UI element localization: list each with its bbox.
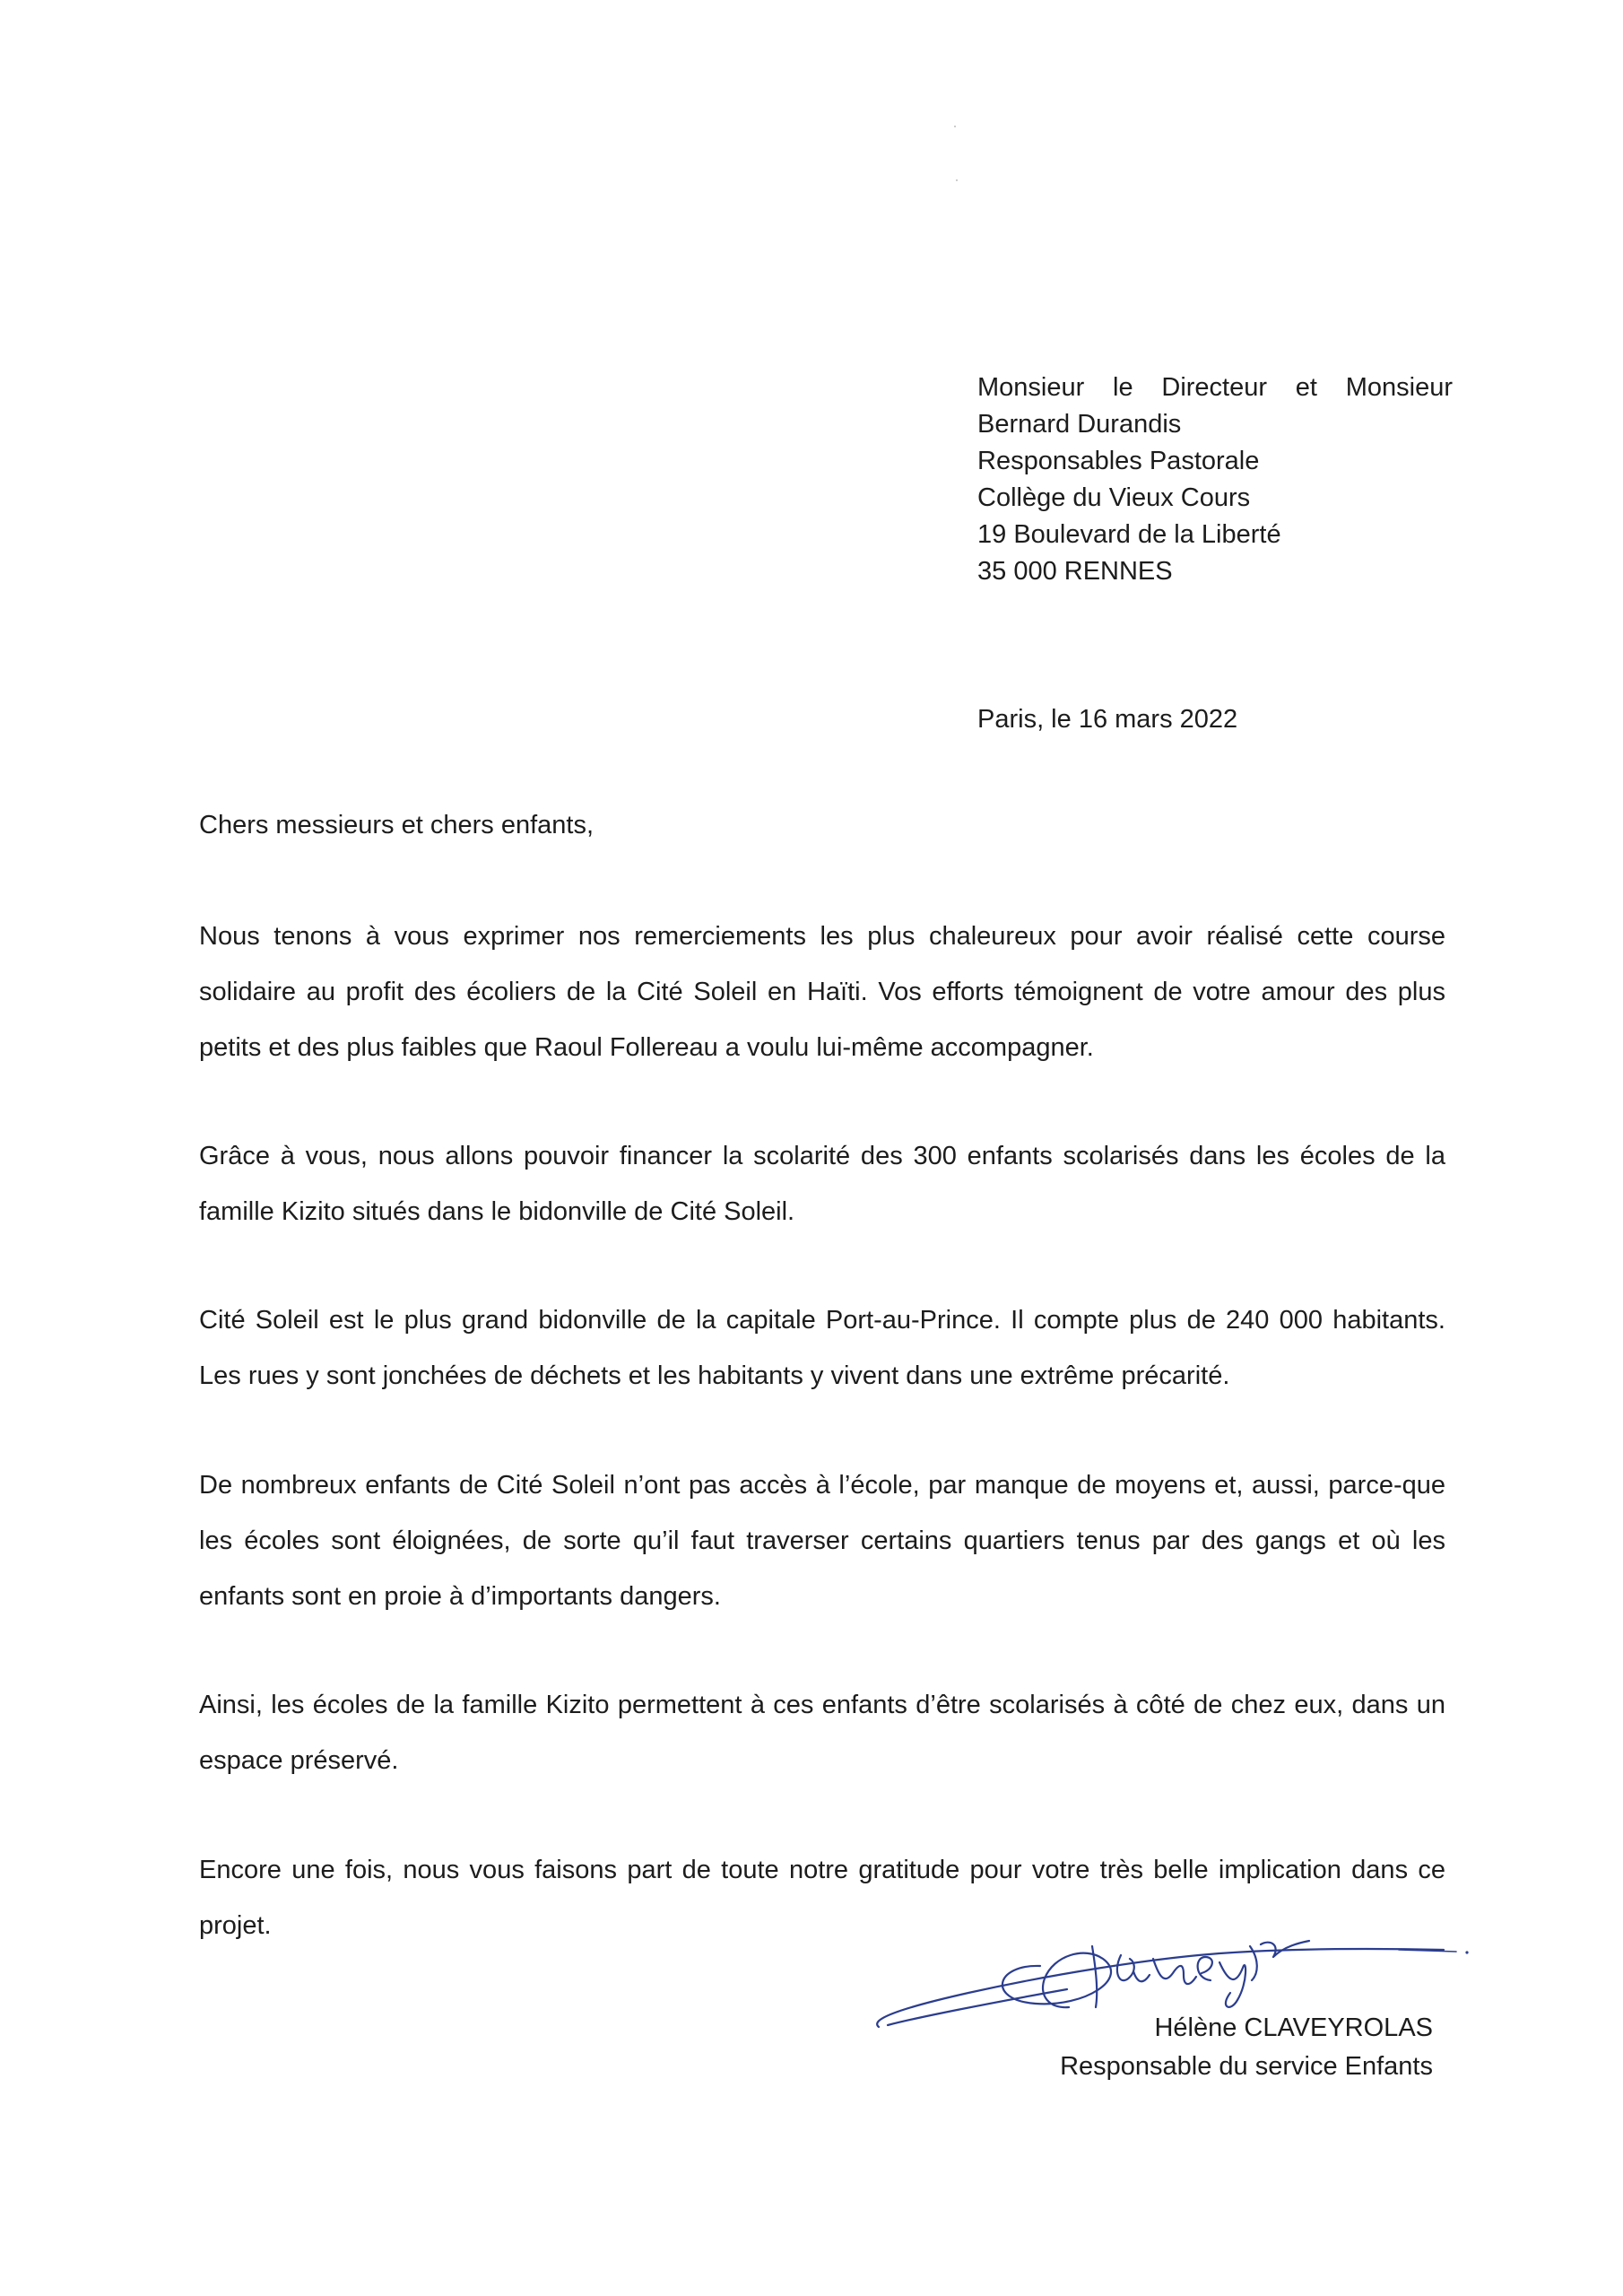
recipient-line: 19 Boulevard de la Liberté: [977, 520, 1281, 549]
recipient-address: [977, 370, 1453, 590]
signer-role: Responsable du service Enfants: [1060, 2052, 1433, 2081]
recipient-line: Bernard Durandis: [977, 410, 1182, 439]
letter-date: Paris, le 16 mars 2022: [977, 705, 1238, 734]
body-paragraph: De nombreux enfants de Cité Soleil n’ont pas accès à l’école, par manque de moyens et, aussi, parce-que les écoles sont éloignées, de sorte qu’il faut traverser certains quartiers tenus par des gangs et où les enfants sont en proie à d’importants dangers.: [199, 1471, 1445, 1611]
body-paragraph: Cité Soleil est le plus grand bidonville de la capitale Port-au-Prince. Il compte plus de 240 000 habitants. Les rues y sont jonchées de déchets et les habitants y vivent dans une extrême précarité.: [199, 1306, 1445, 1390]
recipient-line: 35 000 RENNES: [977, 557, 1173, 586]
recipient-line: Collège du Vieux Cours: [977, 483, 1251, 512]
signer-block: [1060, 2009, 1433, 2086]
recipient-line: Monsieur le Directeur et Monsieur: [977, 373, 1453, 402]
body-paragraph: Grâce à vous, nous allons pouvoir financer la scolarité des 300 enfants scolarisés dans les écoles de la famille Kizito situés dans le bidonville de Cité Soleil.: [199, 1142, 1445, 1226]
signer-name: Hélène CLAVEYROLAS: [1154, 2013, 1433, 2042]
body-paragraph: Nous tenons à vous exprimer nos remerciements les plus chaleureux pour avoir réalisé cette course solidaire au profit des écoliers de la Cité Soleil en Haïti. Vos efforts témoignent de votre amour des plus petits et des plus faibles que Raoul Follereau a voulu lui-même accompagner.: [199, 922, 1445, 1062]
scan-speck: [954, 126, 956, 127]
body-paragraph: Ainsi, les écoles de la famille Kizito permettent à ces enfants d’être scolarisés à côté de chez eux, dans un espace préservé.: [199, 1691, 1445, 1775]
recipient-line: Responsables Pastorale: [977, 447, 1260, 475]
salutation: Chers messieurs et chers enfants,: [199, 811, 595, 839]
scan-speck: [956, 179, 958, 181]
body-paragraph: Encore une fois, nous vous faisons part de toute notre gratitude pour votre très belle implication dans ce projet.: [199, 1856, 1445, 1940]
